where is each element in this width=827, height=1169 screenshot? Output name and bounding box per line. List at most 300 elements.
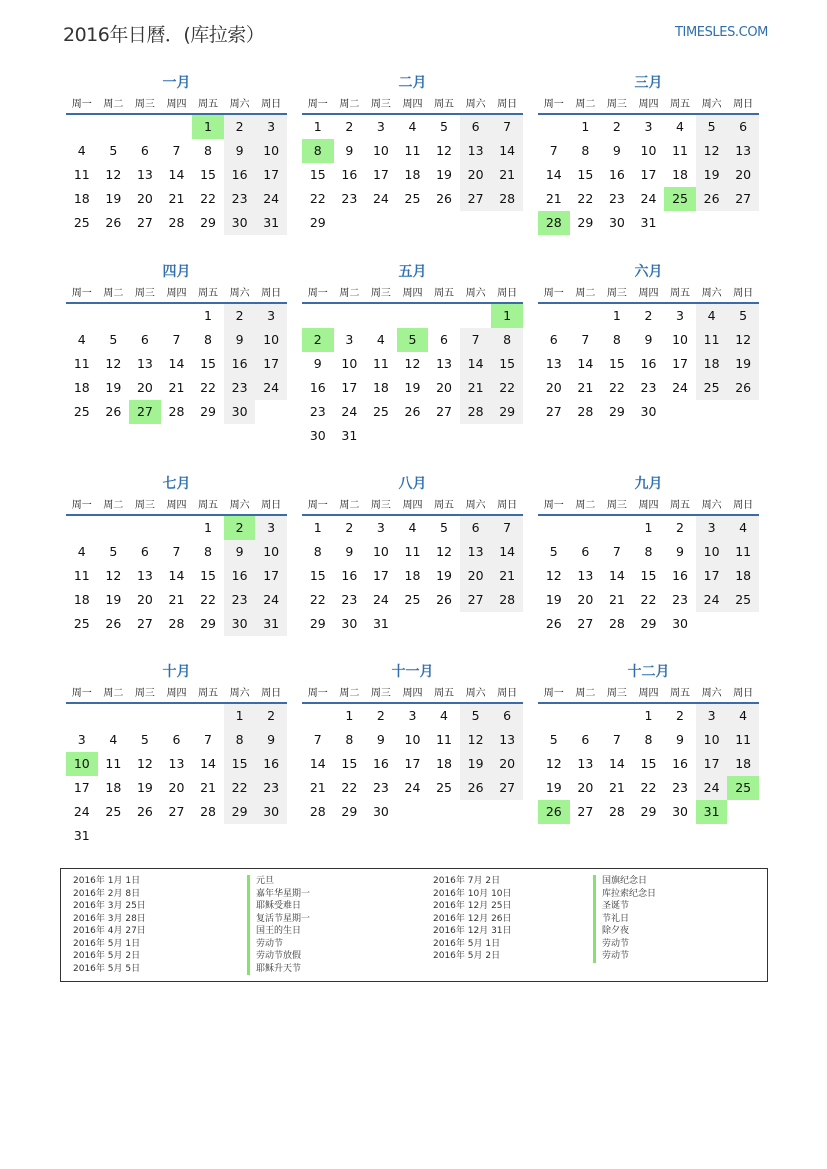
day-cell[interactable]: 13 — [460, 540, 492, 564]
day-cell[interactable]: 4 — [77, 544, 86, 559]
day-cell[interactable]: 29 — [200, 404, 216, 419]
day-cell[interactable]: 19 — [136, 780, 153, 795]
day-cell[interactable]: 9 — [345, 544, 354, 559]
day-cell[interactable]: 23 — [672, 592, 688, 607]
day-cell[interactable]: 14 — [491, 540, 523, 564]
day-cell[interactable]: 10 — [696, 540, 728, 564]
day-cell[interactable]: 6 — [727, 115, 759, 139]
day-cell[interactable]: 26 — [436, 191, 452, 206]
day-cell[interactable]: 2 — [224, 115, 256, 139]
day-cell[interactable]: 16 — [672, 756, 688, 771]
day-cell[interactable]: 14 — [168, 167, 185, 182]
day-cell[interactable]: 11 — [404, 143, 421, 158]
day-cell[interactable]: 14 — [608, 568, 625, 583]
day-cell[interactable]: 20 — [460, 564, 492, 588]
day-cell[interactable]: 16 — [309, 380, 326, 395]
day-cell[interactable]: 9 — [676, 732, 684, 747]
day-cell[interactable]: 9 — [255, 728, 287, 752]
day-cell[interactable]: 21 — [309, 780, 326, 795]
day-cell[interactable]: 12 — [727, 328, 759, 352]
day-cell[interactable]: 15 — [577, 167, 594, 182]
day-cell[interactable]: 27 — [136, 616, 153, 631]
day-cell[interactable]: 13 — [577, 568, 594, 583]
day-cell[interactable]: 8 — [224, 728, 256, 752]
day-cell[interactable]: 3 — [255, 115, 287, 139]
day-cell[interactable]: 1 — [644, 708, 653, 723]
day-cell[interactable]: 27 — [545, 404, 562, 419]
day-cell[interactable]: 6 — [140, 143, 149, 158]
day-cell[interactable]: 13 — [727, 139, 759, 163]
day-cell[interactable]: 11 — [672, 143, 688, 158]
day-cell[interactable]: 17 — [372, 167, 389, 182]
day-cell[interactable]: 2 — [644, 308, 653, 323]
day-cell[interactable]: 5 — [440, 119, 448, 134]
day-cell[interactable]: 27 — [168, 804, 185, 819]
day-cell[interactable]: 22 — [608, 380, 625, 395]
day-cell[interactable]: 15 — [309, 568, 326, 583]
day-cell[interactable]: 18 — [696, 352, 728, 376]
day-cell[interactable]: 19 — [696, 163, 728, 187]
day-cell[interactable]: 11 — [727, 540, 759, 564]
day-cell[interactable]: 19 — [436, 568, 452, 583]
day-cell[interactable]: 1 — [612, 308, 621, 323]
day-cell[interactable]: 3 — [676, 308, 684, 323]
day-cell[interactable]: 27 — [436, 404, 452, 419]
day-cell[interactable]: 26 — [460, 776, 492, 800]
day-cell[interactable]: 1 — [313, 520, 322, 535]
brand-link[interactable]: TIMESLES.COM — [674, 25, 768, 40]
day-cell[interactable]: 28 — [309, 804, 326, 819]
day-cell[interactable]: 12 — [545, 756, 562, 771]
holiday-day-cell[interactable]: 1 — [192, 115, 224, 139]
day-cell[interactable]: 18 — [436, 756, 452, 771]
day-cell[interactable]: 21 — [200, 780, 216, 795]
day-cell[interactable]: 29 — [640, 616, 657, 631]
day-cell[interactable]: 25 — [73, 215, 90, 230]
day-cell[interactable]: 2 — [376, 708, 385, 723]
day-cell[interactable]: 30 — [255, 800, 287, 824]
day-cell[interactable]: 18 — [404, 167, 421, 182]
day-cell[interactable]: 26 — [105, 215, 122, 230]
day-cell[interactable]: 14 — [577, 356, 594, 371]
day-cell[interactable]: 21 — [460, 376, 492, 400]
day-cell[interactable]: 20 — [168, 780, 185, 795]
day-cell[interactable]: 14 — [545, 167, 562, 182]
day-cell[interactable]: 23 — [224, 588, 256, 612]
day-cell[interactable]: 24 — [640, 191, 657, 206]
day-cell[interactable]: 3 — [696, 704, 728, 728]
day-cell[interactable]: 30 — [224, 612, 256, 636]
day-cell[interactable]: 25 — [372, 404, 389, 419]
day-cell[interactable]: 30 — [224, 211, 256, 235]
holiday-day-cell[interactable]: 25 — [727, 776, 759, 800]
day-cell[interactable]: 11 — [404, 544, 421, 559]
day-cell[interactable]: 31 — [255, 211, 287, 235]
day-cell[interactable]: 16 — [672, 568, 688, 583]
day-cell[interactable]: 24 — [696, 588, 728, 612]
day-cell[interactable]: 30 — [640, 404, 657, 419]
day-cell[interactable]: 29 — [491, 400, 523, 424]
day-cell[interactable]: 12 — [404, 356, 421, 371]
day-cell[interactable]: 8 — [581, 143, 590, 158]
day-cell[interactable]: 8 — [644, 732, 653, 747]
day-cell[interactable]: 28 — [577, 404, 594, 419]
day-cell[interactable]: 7 — [491, 115, 523, 139]
day-cell[interactable]: 12 — [545, 568, 562, 583]
day-cell[interactable]: 5 — [460, 704, 492, 728]
day-cell[interactable]: 13 — [545, 356, 562, 371]
day-cell[interactable]: 17 — [341, 380, 358, 395]
day-cell[interactable]: 3 — [644, 119, 653, 134]
day-cell[interactable]: 13 — [491, 728, 523, 752]
day-cell[interactable]: 30 — [672, 616, 688, 631]
day-cell[interactable]: 21 — [168, 592, 185, 607]
day-cell[interactable]: 27 — [460, 588, 492, 612]
day-cell[interactable]: 12 — [436, 143, 452, 158]
day-cell[interactable]: 10 — [372, 544, 389, 559]
day-cell[interactable]: 21 — [491, 564, 523, 588]
day-cell[interactable]: 13 — [460, 139, 492, 163]
day-cell[interactable]: 19 — [105, 191, 122, 206]
day-cell[interactable]: 19 — [436, 167, 452, 182]
day-cell[interactable]: 22 — [200, 592, 216, 607]
day-cell[interactable]: 20 — [136, 592, 153, 607]
day-cell[interactable]: 22 — [309, 191, 326, 206]
day-cell[interactable]: 11 — [73, 167, 90, 182]
day-cell[interactable]: 6 — [581, 544, 590, 559]
day-cell[interactable]: 6 — [581, 732, 590, 747]
day-cell[interactable]: 17 — [255, 352, 287, 376]
day-cell[interactable]: 15 — [640, 756, 657, 771]
day-cell[interactable]: 2 — [676, 708, 684, 723]
day-cell[interactable]: 10 — [255, 139, 287, 163]
day-cell[interactable]: 13 — [136, 167, 153, 182]
day-cell[interactable]: 7 — [204, 732, 212, 747]
day-cell[interactable]: 15 — [491, 352, 523, 376]
day-cell[interactable]: 29 — [608, 404, 625, 419]
day-cell[interactable]: 17 — [372, 568, 389, 583]
day-cell[interactable]: 21 — [491, 163, 523, 187]
day-cell[interactable]: 5 — [696, 115, 728, 139]
holiday-day-cell[interactable]: 8 — [302, 139, 334, 163]
day-cell[interactable]: 29 — [309, 616, 326, 631]
day-cell[interactable]: 20 — [491, 752, 523, 776]
day-cell[interactable]: 18 — [727, 752, 759, 776]
day-cell[interactable]: 22 — [224, 776, 256, 800]
day-cell[interactable]: 29 — [200, 616, 216, 631]
day-cell[interactable]: 5 — [140, 732, 149, 747]
day-cell[interactable]: 24 — [341, 404, 358, 419]
day-cell[interactable]: 3 — [376, 520, 385, 535]
day-cell[interactable]: 28 — [168, 616, 185, 631]
day-cell[interactable]: 9 — [676, 544, 684, 559]
day-cell[interactable]: 18 — [73, 592, 90, 607]
day-cell[interactable]: 31 — [73, 828, 90, 843]
day-cell[interactable]: 8 — [491, 328, 523, 352]
day-cell[interactable]: 1 — [581, 119, 590, 134]
day-cell[interactable]: 20 — [136, 380, 153, 395]
day-cell[interactable]: 24 — [672, 380, 688, 395]
day-cell[interactable]: 16 — [224, 352, 256, 376]
day-cell[interactable]: 11 — [696, 328, 728, 352]
day-cell[interactable]: 7 — [581, 332, 590, 347]
day-cell[interactable]: 22 — [309, 592, 326, 607]
day-cell[interactable]: 2 — [345, 520, 354, 535]
day-cell[interactable]: 3 — [255, 516, 287, 540]
day-cell[interactable]: 1 — [224, 704, 256, 728]
day-cell[interactable]: 6 — [491, 704, 523, 728]
day-cell[interactable]: 17 — [255, 163, 287, 187]
day-cell[interactable]: 25 — [436, 780, 452, 795]
day-cell[interactable]: 7 — [549, 143, 558, 158]
day-cell[interactable]: 11 — [105, 756, 122, 771]
day-cell[interactable]: 10 — [341, 356, 358, 371]
day-cell[interactable]: 23 — [255, 776, 287, 800]
day-cell[interactable]: 9 — [313, 356, 322, 371]
day-cell[interactable]: 16 — [341, 568, 358, 583]
day-cell[interactable]: 9 — [644, 332, 653, 347]
day-cell[interactable]: 5 — [549, 732, 558, 747]
day-cell[interactable]: 29 — [309, 215, 326, 230]
day-cell[interactable]: 22 — [491, 376, 523, 400]
day-cell[interactable]: 18 — [372, 380, 389, 395]
day-cell[interactable]: 8 — [204, 143, 212, 158]
day-cell[interactable]: 3 — [77, 732, 86, 747]
day-cell[interactable]: 6 — [140, 332, 149, 347]
day-cell[interactable]: 30 — [672, 804, 688, 819]
day-cell[interactable]: 20 — [727, 163, 759, 187]
day-cell[interactable]: 13 — [136, 356, 153, 371]
day-cell[interactable]: 26 — [105, 404, 122, 419]
day-cell[interactable]: 16 — [255, 752, 287, 776]
day-cell[interactable]: 17 — [255, 564, 287, 588]
day-cell[interactable]: 7 — [172, 544, 181, 559]
day-cell[interactable]: 6 — [140, 544, 149, 559]
day-cell[interactable]: 28 — [460, 400, 492, 424]
day-cell[interactable]: 26 — [136, 804, 153, 819]
day-cell[interactable]: 23 — [640, 380, 657, 395]
day-cell[interactable]: 29 — [577, 215, 594, 230]
day-cell[interactable]: 2 — [255, 704, 287, 728]
day-cell[interactable]: 30 — [224, 400, 256, 424]
day-cell[interactable]: 15 — [224, 752, 256, 776]
day-cell[interactable]: 3 — [408, 708, 417, 723]
day-cell[interactable]: 22 — [640, 780, 657, 795]
day-cell[interactable]: 1 — [345, 708, 354, 723]
day-cell[interactable]: 16 — [608, 167, 625, 182]
day-cell[interactable]: 25 — [105, 804, 122, 819]
day-cell[interactable]: 29 — [341, 804, 358, 819]
day-cell[interactable]: 22 — [200, 191, 216, 206]
day-cell[interactable]: 18 — [73, 380, 90, 395]
day-cell[interactable]: 12 — [136, 756, 153, 771]
day-cell[interactable]: 20 — [577, 592, 594, 607]
holiday-day-cell[interactable]: 31 — [696, 800, 728, 824]
day-cell[interactable]: 6 — [549, 332, 558, 347]
day-cell[interactable]: 12 — [696, 139, 728, 163]
day-cell[interactable]: 28 — [168, 215, 185, 230]
day-cell[interactable]: 21 — [608, 780, 625, 795]
day-cell[interactable]: 25 — [73, 616, 90, 631]
day-cell[interactable]: 24 — [255, 187, 287, 211]
day-cell[interactable]: 24 — [255, 588, 287, 612]
day-cell[interactable]: 28 — [168, 404, 185, 419]
day-cell[interactable]: 7 — [491, 516, 523, 540]
day-cell[interactable]: 14 — [200, 756, 216, 771]
day-cell[interactable]: 14 — [309, 756, 326, 771]
day-cell[interactable]: 6 — [460, 516, 492, 540]
day-cell[interactable]: 3 — [696, 516, 728, 540]
day-cell[interactable]: 11 — [436, 732, 452, 747]
day-cell[interactable]: 24 — [73, 804, 90, 819]
day-cell[interactable]: 27 — [577, 616, 594, 631]
day-cell[interactable]: 19 — [404, 380, 421, 395]
day-cell[interactable]: 7 — [313, 732, 322, 747]
day-cell[interactable]: 25 — [696, 376, 728, 400]
day-cell[interactable]: 19 — [105, 592, 122, 607]
day-cell[interactable]: 18 — [727, 564, 759, 588]
day-cell[interactable]: 29 — [640, 804, 657, 819]
day-cell[interactable]: 5 — [109, 544, 118, 559]
day-cell[interactable]: 25 — [404, 191, 421, 206]
day-cell[interactable]: 8 — [204, 332, 212, 347]
day-cell[interactable]: 5 — [109, 143, 118, 158]
holiday-day-cell[interactable]: 10 — [66, 752, 98, 776]
day-cell[interactable]: 23 — [341, 592, 358, 607]
day-cell[interactable]: 6 — [460, 115, 492, 139]
day-cell[interactable]: 30 — [309, 428, 326, 443]
day-cell[interactable]: 17 — [640, 167, 657, 182]
day-cell[interactable]: 17 — [696, 564, 728, 588]
day-cell[interactable]: 7 — [612, 732, 621, 747]
day-cell[interactable]: 28 — [608, 804, 625, 819]
day-cell[interactable]: 17 — [672, 356, 688, 371]
day-cell[interactable]: 13 — [136, 568, 153, 583]
day-cell[interactable]: 8 — [204, 544, 212, 559]
day-cell[interactable]: 9 — [612, 143, 621, 158]
day-cell[interactable]: 19 — [545, 592, 562, 607]
day-cell[interactable]: 1 — [204, 520, 212, 535]
day-cell[interactable]: 16 — [640, 356, 657, 371]
day-cell[interactable]: 27 — [460, 187, 492, 211]
day-cell[interactable]: 3 — [255, 304, 287, 328]
day-cell[interactable]: 3 — [345, 332, 354, 347]
day-cell[interactable]: 29 — [224, 800, 256, 824]
day-cell[interactable]: 20 — [136, 191, 153, 206]
day-cell[interactable]: 1 — [204, 308, 212, 323]
day-cell[interactable]: 30 — [341, 616, 358, 631]
day-cell[interactable]: 4 — [696, 304, 728, 328]
day-cell[interactable]: 11 — [73, 568, 90, 583]
day-cell[interactable]: 12 — [460, 728, 492, 752]
day-cell[interactable]: 18 — [404, 568, 421, 583]
day-cell[interactable]: 9 — [224, 139, 256, 163]
day-cell[interactable]: 11 — [727, 728, 759, 752]
day-cell[interactable]: 1 — [313, 119, 322, 134]
day-cell[interactable]: 25 — [73, 404, 90, 419]
day-cell[interactable]: 20 — [577, 780, 594, 795]
day-cell[interactable]: 7 — [612, 544, 621, 559]
day-cell[interactable]: 28 — [608, 616, 625, 631]
day-cell[interactable]: 21 — [545, 191, 562, 206]
day-cell[interactable]: 28 — [491, 588, 523, 612]
day-cell[interactable]: 4 — [440, 708, 448, 723]
day-cell[interactable]: 24 — [372, 191, 389, 206]
holiday-day-cell[interactable]: 5 — [397, 328, 429, 352]
day-cell[interactable]: 20 — [436, 380, 452, 395]
day-cell[interactable]: 5 — [440, 520, 448, 535]
day-cell[interactable]: 23 — [309, 404, 326, 419]
day-cell[interactable]: 16 — [224, 163, 256, 187]
day-cell[interactable]: 2 — [224, 304, 256, 328]
day-cell[interactable]: 16 — [341, 167, 358, 182]
day-cell[interactable]: 8 — [612, 332, 621, 347]
day-cell[interactable]: 13 — [436, 356, 452, 371]
day-cell[interactable]: 19 — [105, 380, 122, 395]
day-cell[interactable]: 10 — [696, 728, 728, 752]
day-cell[interactable]: 9 — [224, 328, 256, 352]
day-cell[interactable]: 12 — [105, 568, 122, 583]
day-cell[interactable]: 7 — [172, 143, 181, 158]
day-cell[interactable]: 27 — [491, 776, 523, 800]
day-cell[interactable]: 11 — [73, 356, 90, 371]
day-cell[interactable]: 19 — [545, 780, 562, 795]
day-cell[interactable]: 14 — [168, 356, 185, 371]
day-cell[interactable]: 27 — [727, 187, 759, 211]
day-cell[interactable]: 23 — [608, 191, 625, 206]
day-cell[interactable]: 18 — [73, 191, 90, 206]
day-cell[interactable]: 23 — [372, 780, 389, 795]
day-cell[interactable]: 4 — [727, 704, 759, 728]
day-cell[interactable]: 15 — [200, 568, 216, 583]
day-cell[interactable]: 26 — [404, 404, 421, 419]
day-cell[interactable]: 4 — [77, 143, 86, 158]
day-cell[interactable]: 14 — [168, 568, 185, 583]
day-cell[interactable]: 8 — [313, 544, 322, 559]
day-cell[interactable]: 4 — [77, 332, 86, 347]
day-cell[interactable]: 15 — [640, 568, 657, 583]
day-cell[interactable]: 4 — [408, 520, 417, 535]
day-cell[interactable]: 25 — [404, 592, 421, 607]
day-cell[interactable]: 4 — [676, 119, 684, 134]
day-cell[interactable]: 17 — [404, 756, 421, 771]
holiday-day-cell[interactable]: 28 — [538, 211, 570, 235]
day-cell[interactable]: 10 — [404, 732, 421, 747]
day-cell[interactable]: 13 — [577, 756, 594, 771]
day-cell[interactable]: 26 — [696, 187, 728, 211]
holiday-day-cell[interactable]: 25 — [664, 187, 696, 211]
day-cell[interactable]: 9 — [345, 143, 354, 158]
day-cell[interactable]: 8 — [644, 544, 653, 559]
day-cell[interactable]: 22 — [341, 780, 358, 795]
day-cell[interactable]: 12 — [105, 167, 122, 182]
holiday-day-cell[interactable]: 26 — [538, 800, 570, 824]
day-cell[interactable]: 31 — [640, 215, 657, 230]
day-cell[interactable]: 31 — [341, 428, 358, 443]
day-cell[interactable]: 31 — [255, 612, 287, 636]
day-cell[interactable]: 23 — [224, 376, 256, 400]
holiday-day-cell[interactable]: 27 — [129, 400, 161, 424]
day-cell[interactable]: 19 — [727, 352, 759, 376]
day-cell[interactable]: 23 — [224, 187, 256, 211]
day-cell[interactable]: 15 — [309, 167, 326, 182]
day-cell[interactable]: 30 — [372, 804, 389, 819]
day-cell[interactable]: 18 — [672, 167, 688, 182]
day-cell[interactable]: 9 — [376, 732, 385, 747]
day-cell[interactable]: 13 — [168, 756, 185, 771]
day-cell[interactable]: 14 — [460, 352, 492, 376]
day-cell[interactable]: 5 — [727, 304, 759, 328]
